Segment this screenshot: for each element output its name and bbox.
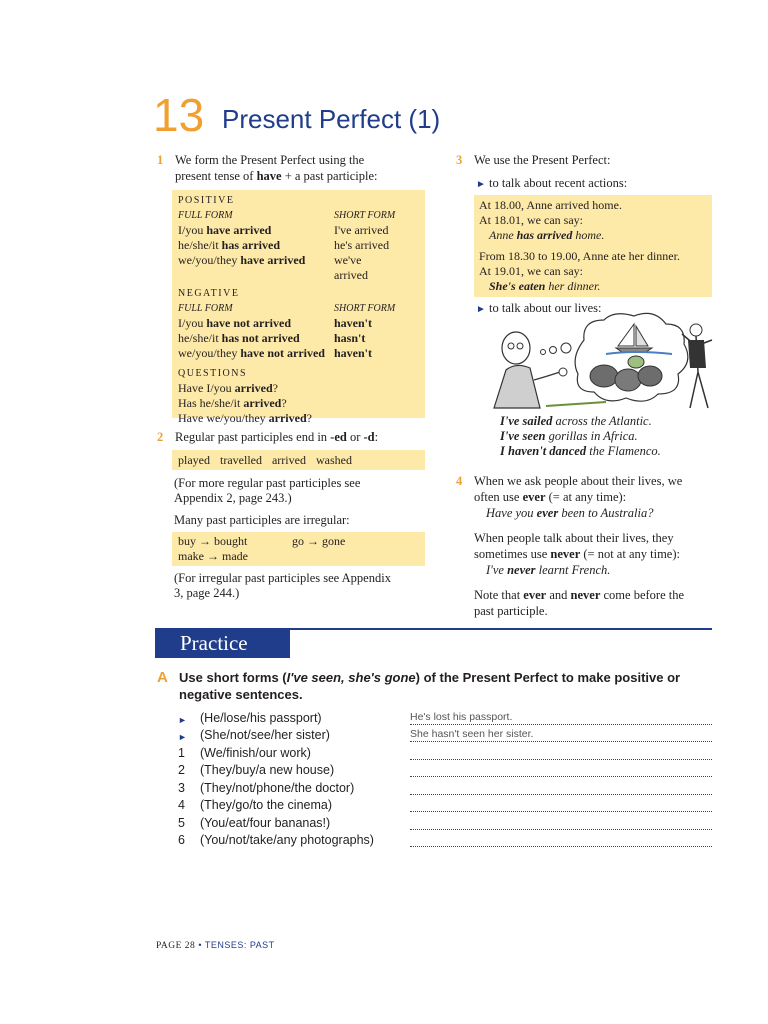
base-verb: buy xyxy=(178,534,196,548)
answer-line[interactable] xyxy=(410,781,712,795)
example-line: At 18.01, we can say: xyxy=(479,213,583,227)
example-text: Anne xyxy=(489,228,517,242)
intro-line-1: We form the Present Perfect using the xyxy=(175,153,365,167)
answer-line[interactable] xyxy=(410,763,712,777)
positive-row xyxy=(178,238,398,253)
example-sentence xyxy=(479,228,707,243)
subject: we/you/they xyxy=(178,253,241,267)
section-1-number: 1 xyxy=(157,153,164,167)
flamenco-dancer-icon xyxy=(682,324,712,408)
page-title: Present Perfect (1) xyxy=(222,104,441,134)
lives-example-1 xyxy=(500,414,661,429)
item-marker: 2 xyxy=(178,763,185,777)
text: Regular past participles end in xyxy=(175,430,331,444)
example-text: the Flamenco. xyxy=(586,444,661,458)
form-table-box xyxy=(172,190,425,425)
text: come before the xyxy=(600,588,685,602)
irregular-row-1 xyxy=(178,534,419,549)
keyword-ever: ever xyxy=(536,506,559,520)
example-text: across the Atlantic. xyxy=(552,414,652,428)
example-sentence xyxy=(479,279,707,294)
question-verb: arrived xyxy=(243,396,282,410)
text-line: When people talk about their lives, they xyxy=(474,531,674,545)
text-line: past participle. xyxy=(474,604,548,618)
question-text: Have we/you/they xyxy=(178,411,269,425)
example-bold: I haven't danced xyxy=(500,444,587,458)
regular-participle: travelled xyxy=(220,453,262,467)
verb-form: has arrived xyxy=(221,238,281,252)
question-mark: ? xyxy=(272,381,278,395)
positive-row xyxy=(178,223,398,238)
page-footer xyxy=(156,940,275,951)
item-prompt: (You/not/take/any photographs) xyxy=(200,833,374,847)
keyword-never: never xyxy=(570,588,601,602)
verb-form: have not arrived xyxy=(206,316,291,330)
section-1 xyxy=(157,152,429,184)
note-2 xyxy=(174,571,391,601)
example-bold: has arrived xyxy=(516,228,573,242)
subject: I/you xyxy=(178,223,207,237)
exercise-item xyxy=(178,830,712,848)
negative-label: NEGATIVE xyxy=(178,288,240,299)
negative-row xyxy=(178,316,398,331)
task-letter: A xyxy=(157,669,168,686)
base-verb: make xyxy=(178,549,204,563)
positive-row xyxy=(178,253,398,283)
answer-line[interactable]: He's lost his passport. xyxy=(410,711,712,725)
text: learnt French. xyxy=(535,563,611,577)
regular-participles-box xyxy=(172,450,425,470)
text-line: When we ask people about their lives, we xyxy=(474,474,683,488)
section-1-intro xyxy=(175,152,377,184)
arrow-icon: → xyxy=(199,534,211,548)
question-text: Has he/she/it xyxy=(178,396,244,410)
text: Use short forms ( xyxy=(179,670,287,685)
verb-form: have arrived xyxy=(206,223,272,237)
footer-bullet: • xyxy=(198,940,202,950)
full-form xyxy=(178,316,291,331)
example-bold: I've seen xyxy=(500,429,546,443)
full-form xyxy=(178,331,300,346)
item-marker: 3 xyxy=(178,780,185,795)
example-line: At 18.00, Anne arrived home. xyxy=(479,198,622,212)
item-prompt: (They/go/to the cinema) xyxy=(200,798,333,812)
intro-bold: have xyxy=(256,169,282,183)
exercise-item xyxy=(178,812,712,830)
old-man-figure xyxy=(494,332,567,408)
negative-row xyxy=(178,331,398,346)
arrow-icon: → xyxy=(307,534,319,548)
text: Have you xyxy=(486,506,537,520)
text: been to Australia? xyxy=(558,506,654,520)
short-form-label: SHORT FORM xyxy=(334,210,396,221)
subject: we/you/they xyxy=(178,346,241,360)
verb-form: has not arrived xyxy=(221,331,300,345)
positive-form-header xyxy=(178,208,398,223)
text: I've xyxy=(486,563,508,577)
arrow-icon: → xyxy=(207,549,219,563)
regular-participle: arrived xyxy=(271,453,306,467)
question-verb: arrived xyxy=(234,381,273,395)
short-form: he's arrived xyxy=(334,238,390,252)
practice-items xyxy=(178,707,712,847)
note-1-line-1: (For more regular past participles see xyxy=(174,476,361,490)
base-verb: go xyxy=(292,534,304,548)
intro-line-2 xyxy=(175,168,377,184)
text: or xyxy=(346,430,364,444)
item-prompt: (They/buy/a new house) xyxy=(200,763,335,777)
task-line-1 xyxy=(179,669,680,686)
short-form-label: SHORT FORM xyxy=(334,303,396,314)
answer-line[interactable] xyxy=(410,833,712,847)
footer-section: TENSES: PAST xyxy=(204,940,275,950)
example-text: gorillas in Africa. xyxy=(545,429,638,443)
text: sometimes use xyxy=(474,547,551,561)
section-4-number: 4 xyxy=(456,474,463,488)
verb-form: have not arrived xyxy=(240,346,325,360)
regular-participle: washed xyxy=(315,453,352,467)
keyword-ever: ever xyxy=(522,490,546,504)
example-text: her dinner. xyxy=(545,279,601,293)
short-form: haven't xyxy=(334,316,373,330)
note-2-line-2: 3, page 244.) xyxy=(174,586,240,600)
regular-participles-list xyxy=(172,450,425,470)
bullet-text: to talk about our lives: xyxy=(489,301,602,315)
item-prompt: (He/lose/his passport) xyxy=(200,710,322,725)
text: Note that xyxy=(474,588,524,602)
exercise-item xyxy=(178,707,712,725)
irregular-participles-box xyxy=(172,532,425,566)
suffix-ed: -ed xyxy=(330,430,347,444)
keyword-ever: ever xyxy=(523,588,547,602)
short-form: I've arrived xyxy=(334,223,389,237)
question-row xyxy=(178,396,419,411)
text-line xyxy=(474,587,684,603)
item-marker: 1 xyxy=(178,745,185,760)
negative-rows xyxy=(178,316,419,361)
answer-line[interactable] xyxy=(410,798,712,812)
irregular-item-go xyxy=(292,534,345,549)
suffix-d: -d xyxy=(363,430,375,444)
short-form: haven't xyxy=(334,346,373,360)
item-marker: 4 xyxy=(178,798,185,812)
irregular-item-buy xyxy=(178,534,247,549)
item-prompt: (We/finish/our work) xyxy=(200,745,311,760)
example-sentence xyxy=(474,562,684,578)
question-verb: arrived xyxy=(268,411,307,425)
irregular-row-2 xyxy=(178,549,419,564)
question-rows xyxy=(178,381,419,426)
regular-participle: played xyxy=(178,453,210,467)
keyword-never: never xyxy=(507,563,536,577)
section-4 xyxy=(456,473,684,619)
example-bold: I've sailed xyxy=(500,414,553,428)
intro-text: + a past participle: xyxy=(281,169,378,183)
item-prompt: (You/eat/four bananas!) xyxy=(200,815,331,830)
bullet-text: to talk about recent actions: xyxy=(489,176,628,190)
short-form: hasn't xyxy=(334,331,366,345)
item-prompt: (She/not/see/her sister) xyxy=(200,728,330,742)
bullet-recent-actions xyxy=(476,175,627,193)
text: (= at any time): xyxy=(545,490,627,504)
exercise-item xyxy=(178,795,712,813)
text-line xyxy=(474,489,684,505)
text: and xyxy=(546,588,571,602)
task-line-2: negative sentences. xyxy=(179,687,303,702)
question-row xyxy=(178,411,419,426)
keyword-never: never xyxy=(550,547,581,561)
answer-line[interactable]: She hasn't seen her sister. xyxy=(410,728,712,742)
travel-dream-illustration xyxy=(486,310,714,410)
past-participle: made xyxy=(222,549,248,563)
exercise-item xyxy=(178,725,712,743)
note-1 xyxy=(174,476,360,506)
full-form xyxy=(178,223,271,238)
intro-text: present tense of xyxy=(175,169,257,183)
example-line: At 19.01, we can say: xyxy=(479,264,583,278)
positive-rows xyxy=(178,223,419,283)
item-marker: ► xyxy=(178,714,187,725)
subject: he/she/it xyxy=(178,331,222,345)
example-text: home. xyxy=(572,228,605,242)
section-2-intro xyxy=(175,429,378,445)
lives-examples xyxy=(500,414,661,459)
item-marker: ► xyxy=(178,732,187,742)
verb-form: have arrived xyxy=(240,253,306,267)
question-text: Have I/you xyxy=(178,381,235,395)
full-form-label: FULL FORM xyxy=(178,303,233,314)
chapter-number: 13 xyxy=(153,89,205,141)
recent-actions-example-box xyxy=(474,195,712,297)
page-number: PAGE 28 xyxy=(156,941,196,951)
question-row xyxy=(178,381,419,396)
task-italic: I've seen, she's gone xyxy=(286,670,416,685)
note-2-line-1: (For irregular past participles see Appendix xyxy=(174,571,391,585)
lives-example-2 xyxy=(500,429,661,444)
past-participle: bought xyxy=(214,534,248,548)
text-line xyxy=(474,546,684,562)
triangle-bullet-icon: ► xyxy=(476,179,486,190)
example-bold: She's eaten xyxy=(489,279,546,293)
question-mark: ? xyxy=(306,411,312,425)
exercise-item xyxy=(178,742,712,760)
section-3-number: 3 xyxy=(456,153,463,167)
item-prompt: (They/not/phone/the doctor) xyxy=(200,780,355,795)
section-2 xyxy=(157,429,429,445)
text: ) of the Present Perfect to make positive or xyxy=(415,670,681,685)
answer-line[interactable] xyxy=(410,816,712,830)
lives-example-3 xyxy=(500,444,661,459)
questions-label: QUESTIONS xyxy=(178,368,248,379)
answer-line[interactable] xyxy=(410,746,712,760)
text: often use xyxy=(474,490,523,504)
full-form xyxy=(178,346,325,361)
short-form: we've arrived xyxy=(334,253,368,282)
past-participle: gone xyxy=(322,534,346,548)
exercise-item xyxy=(178,760,712,778)
item-marker: 5 xyxy=(178,815,185,830)
irregular-intro: Many past participles are irregular: xyxy=(174,513,350,527)
positive-label: POSITIVE xyxy=(178,195,235,206)
question-mark: ? xyxy=(281,396,287,410)
subject: I/you xyxy=(178,316,207,330)
task-a-instruction xyxy=(157,669,717,703)
subject: he/she/it xyxy=(178,238,222,252)
section-2-number: 2 xyxy=(157,430,164,444)
text: : xyxy=(374,430,379,444)
triangle-bullet-icon: ► xyxy=(476,304,486,315)
section-3-intro: We use the Present Perfect: xyxy=(474,153,611,167)
item-marker: 6 xyxy=(178,833,185,847)
example-line: From 18.30 to 19.00, Anne ate her dinner. xyxy=(479,249,680,263)
section-3 xyxy=(456,152,627,193)
practice-heading: Practice xyxy=(155,628,290,658)
full-form xyxy=(178,238,280,253)
note-1-line-2: Appendix 2, page 243.) xyxy=(174,491,292,505)
example-sentence xyxy=(474,505,684,521)
exercise-item xyxy=(178,777,712,795)
full-form xyxy=(178,253,305,283)
negative-row xyxy=(178,346,398,361)
text: (= not at any time): xyxy=(580,547,680,561)
full-form-label: FULL FORM xyxy=(178,210,233,221)
negative-form-header xyxy=(178,301,398,316)
